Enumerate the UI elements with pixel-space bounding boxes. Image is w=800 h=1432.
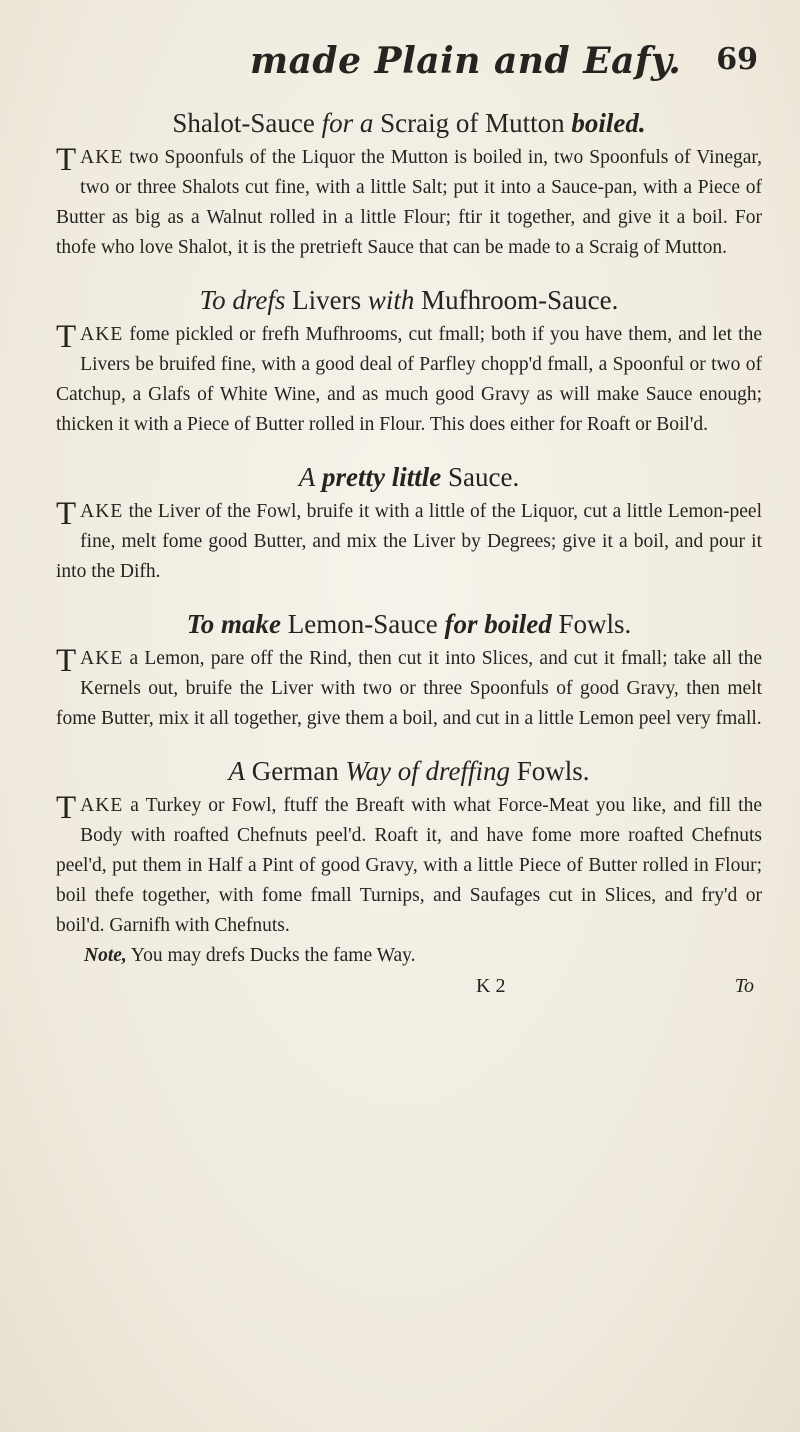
initial-word: AKE: [80, 501, 124, 522]
initial-word: AKE: [80, 147, 124, 168]
heading-text: Shalot-Sauce: [172, 108, 322, 138]
recipe-body: [56, 143, 762, 263]
recipe-lemon-sauce: [56, 609, 762, 734]
catchword: To: [734, 975, 754, 997]
heading-text: Fowls.: [551, 609, 632, 639]
recipe-heading: [56, 462, 762, 493]
heading-bold-italic: pretty little: [315, 462, 442, 492]
recipe-body: [56, 791, 762, 941]
heading-text: Livers: [285, 285, 368, 315]
body-text: the Liver of the Fowl, bruife it with a little of the Liquor, cut a little Lemon-peel fine, melt fome good Butter, and mix the Liver by Degrees; give it a boil, and pour it into the Difh.: [56, 501, 762, 582]
heading-text: Mufhroom-Sauce.: [414, 285, 619, 315]
page-footer: [56, 975, 762, 1007]
recipe-german-fowls: [56, 756, 762, 971]
note-label: Note,: [84, 945, 127, 966]
body-text: two Spoonfuls of the Liquor the Mutton is boiled in, two Spoonfuls of Vinegar, two or three Shalots cut fine, with a little Salt; put it into a Sauce-pan, with a Piece of Butter as big as a Walnut rolled in a little Flour; ftir it together, and give it a boil. For thofe who love Shalot, it is the pretrieft Sauce that can be made to a Scraig of Mutton.: [56, 147, 762, 258]
body-text: a Lemon, pare off the Rind, then cut it into Slices, and cut it fmall; take all the Kernels out, bruife the Liver with two or three Spoonfuls of good Gravy, then melt fome Butter, mix it all together, give them a boil, and cut in a little Lemon peel very fmall.: [56, 648, 762, 729]
recipe-note: [56, 941, 762, 971]
heading-bold-italic: for boiled: [444, 609, 552, 639]
heading-italic: Way of dreffing: [345, 756, 510, 786]
heading-italic: for a: [321, 108, 374, 138]
heading-text: Scraig of Mutton: [373, 108, 572, 138]
heading-text: Fowls.: [509, 756, 590, 786]
heading-italic: with: [367, 285, 415, 315]
recipe-body: [56, 644, 762, 734]
note-text: You may drefs Ducks the fame Way.: [126, 945, 416, 966]
running-title: made Plain and Eafy.: [250, 40, 682, 82]
recipe-shalot-sauce: [56, 108, 762, 263]
heading-bold-italic: To make: [186, 609, 282, 639]
recipe-body: [56, 320, 762, 440]
initial-word: AKE: [80, 648, 124, 669]
page-number: 69: [716, 42, 758, 77]
running-head: [0, 40, 800, 88]
heading-italic: To drefs: [199, 285, 286, 315]
body-text: fome pickled or frefh Mufhrooms, cut fmall; both if you have them, and let the Livers be bruifed fine, with a good deal of Parfley chopp'd fmall, a Spoonful or two of Catchup, a Glafs of White Wine, and as much good Gravy as will make Sauce enough; thicken it with a Piece of Butter rolled in Flour. This does either for Roaft or Boil'd.: [56, 324, 762, 435]
recipe-pretty-little-sauce: [56, 462, 762, 587]
drop-initial: T: [56, 496, 77, 532]
drop-initial: T: [56, 790, 77, 826]
heading-text: German: [245, 756, 346, 786]
recipe-body: [56, 497, 762, 587]
recipe-heading: [56, 756, 762, 787]
signature-mark: K 2: [476, 975, 506, 997]
recipe-heading: [56, 285, 762, 316]
heading-italic: A: [228, 756, 245, 786]
heading-bold-italic: boiled.: [571, 108, 646, 138]
body-text: a Turkey or Fowl, ftuff the Breaft with what Force-Meat you like, and fill the Body with roafted Chefnuts peel'd. Roaft it, and have fome more roafted Chefnuts peel'd, put them in Half a Pint of good Gravy, with a little Piece of Butter rolled in Flour; boil thefe together, with fome fmall Turnips, and Saufages cut in Slices, and fry'd or boil'd. Garnifh with Chefnuts.: [56, 795, 762, 936]
initial-word: AKE: [80, 324, 124, 345]
drop-initial: T: [56, 142, 77, 178]
initial-word: AKE: [80, 795, 124, 816]
drop-initial: T: [56, 643, 77, 679]
heading-text: Lemon-Sauce: [281, 609, 445, 639]
recipe-heading: [56, 108, 762, 139]
heading-text: Sauce.: [441, 462, 520, 492]
page-content: [56, 108, 762, 1007]
recipe-heading: [56, 609, 762, 640]
heading-italic: A: [298, 462, 316, 492]
drop-initial: T: [56, 319, 77, 355]
recipe-livers-mushroom-sauce: [56, 285, 762, 440]
